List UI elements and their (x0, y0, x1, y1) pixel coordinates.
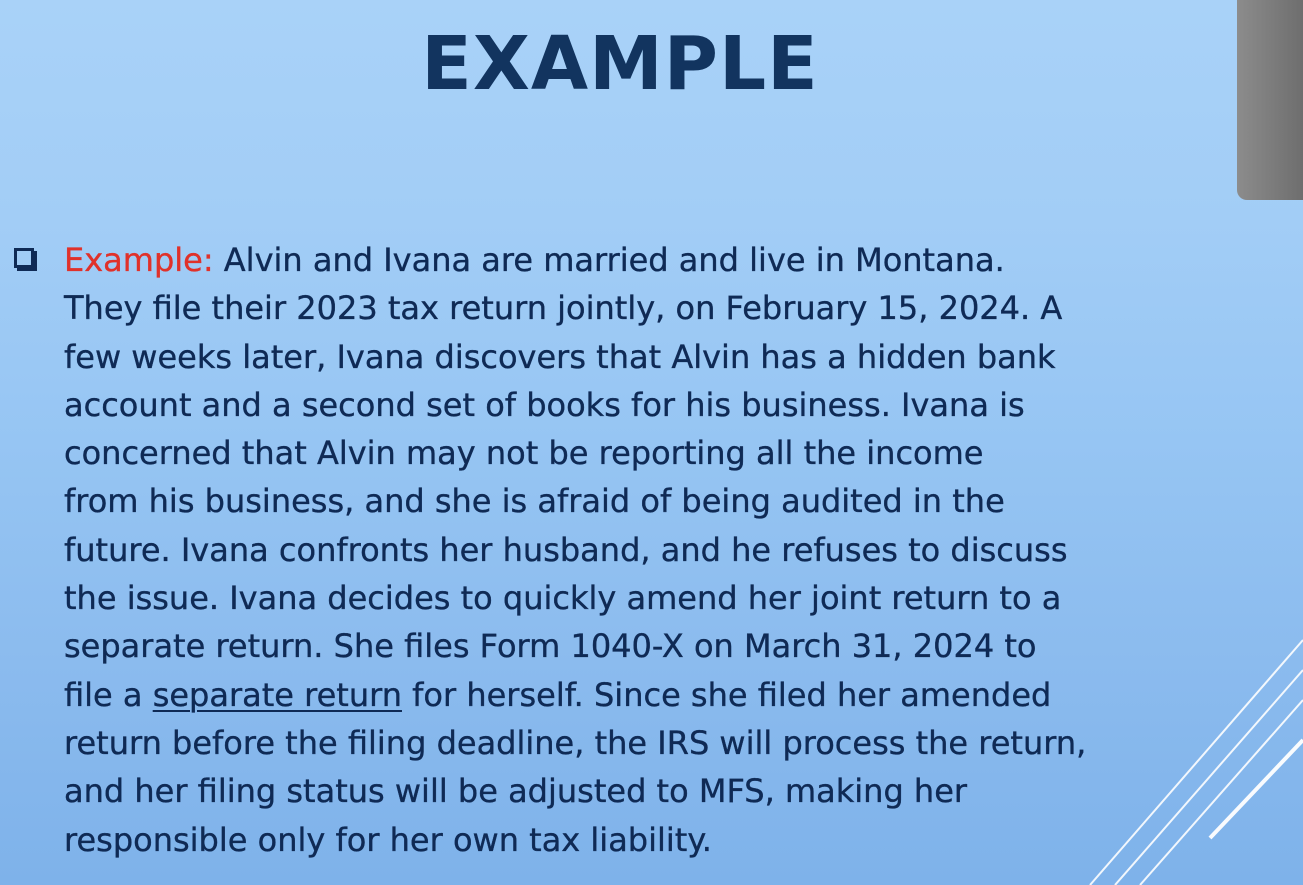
separate-return-underlined: separate return (152, 675, 402, 714)
checkbox-icon (14, 248, 34, 268)
text-line-13: responsible only for her own tax liability. (64, 820, 712, 859)
text-line-2: They file their 2023 tax return jointly, on February 15, 2024. A (64, 289, 1063, 328)
text-line-11: return before the filing deadline, the IRS will process the return, (64, 723, 1087, 762)
text-line-10-end: for herself. Since she filed her amended (412, 675, 1052, 714)
text-line-4: account and a second set of books for his business. Ivana is (64, 385, 1025, 424)
example-label: Example: (64, 241, 214, 279)
text-line-6: from his business, and she is afraid of being audited in the (64, 482, 1005, 521)
slide-title: EXAMPLE (421, 21, 819, 107)
text-line-3: few weeks later, Ivana discovers that Alvin has a hidden bank (64, 337, 1056, 376)
text-line-12: and her filing status will be adjusted to MFS, making her (64, 772, 968, 811)
text-line-9: separate return. She files Form 1040-X on March 31, 2024 to (64, 627, 1037, 666)
text-line-7: future. Ivana confronts her husband, and he refuses to discuss (64, 530, 1068, 569)
text-line-8: the issue. Ivana decides to quickly amend her joint return to a (64, 579, 1062, 618)
side-tab-decoration (1237, 0, 1303, 200)
text-line-1: Alvin and Ivana are married and live in Montana. (223, 241, 1005, 279)
bullet-text (64, 236, 1274, 864)
text-line-10-start: file a (64, 675, 143, 714)
text-line-5: concerned that Alvin may not be reporting all the income (64, 434, 984, 473)
